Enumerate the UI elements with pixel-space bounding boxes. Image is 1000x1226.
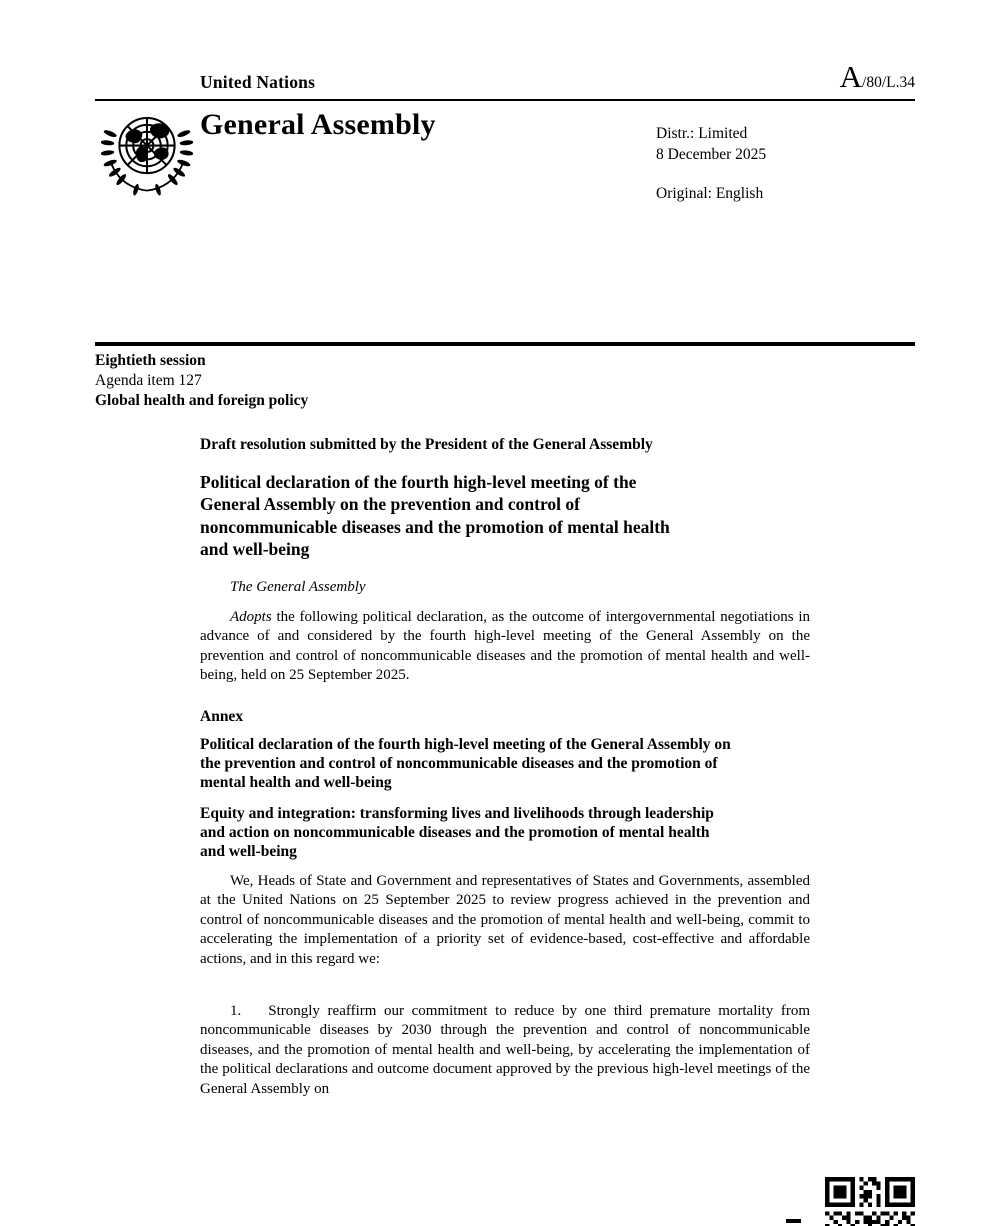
session-rule-thick	[95, 342, 915, 346]
salutation: The General Assembly	[230, 579, 366, 595]
resolution-title	[200, 471, 810, 561]
paragraph-preamble: We, Heads of State and Government and representatives of States and Governments, assembled at the United Nations on 25 September 2025 to review progress achieved in the prevention and control of noncommunicable diseases and the promotion of mental health and well-being, commit to accelerating the implementation of a priority set of evidence-based, cost-effective and affordable actions, and in this regard we:	[200, 873, 810, 967]
distribution-block	[656, 123, 766, 204]
distr-line: Distr.: Limited	[656, 125, 748, 142]
submitted-by-heading: Draft resolution submitted by the President of the General Assembly	[200, 436, 653, 453]
footer-mark	[786, 1219, 801, 1223]
resolution-title-line: and well-being	[200, 539, 310, 560]
resolution-title-line: Political declaration of the fourth high-level meeting of the	[200, 472, 637, 492]
paragraph-adopts	[200, 608, 810, 686]
agenda-item: Agenda item 127	[95, 372, 202, 389]
annex-subtitle-line: Equity and integration: transforming lives and livelihoods through leadership	[200, 805, 714, 822]
adopts-lead-word: Adopts	[230, 609, 272, 625]
doc-symbol	[840, 60, 915, 94]
annex-title-line: the prevention and control of noncommunicable diseases and the promotion of	[200, 755, 718, 772]
date-line: 8 December 2025	[656, 146, 767, 163]
resolution-title-line: noncommunicable diseases and the promotion of mental health	[200, 516, 670, 537]
org-name: United Nations	[200, 72, 316, 92]
organ-title: General Assembly	[200, 108, 436, 141]
header-rule-thin	[95, 99, 915, 101]
annex-subtitle-line: and well-being	[200, 843, 297, 860]
annex-title-line: mental health and well-being	[200, 774, 392, 791]
annex-subtitle	[200, 804, 810, 861]
session-number: Eightieth session	[95, 352, 206, 369]
adopts-text: the following political declaration, as the outcome of intergovernmental negotiations in advance of and considered by the fourth high-level meeting of the General Assembly on the prevention and control of noncommunicable diseases and the promotion of mental health and well-being, held on 25 September 2025.	[200, 609, 810, 684]
doc-symbol-rest: /80/L.34	[862, 74, 915, 91]
annex-title	[200, 735, 810, 792]
resolution-title-line: General Assembly on the prevention and control of	[200, 494, 580, 515]
qr-code	[825, 1177, 915, 1226]
annex-label: Annex	[200, 708, 244, 725]
paragraph-1-number: 1.	[230, 1003, 242, 1019]
paragraph-1-text: Strongly reaffirm our commitment to reduce by one third premature mortality from noncommunicable diseases by 2030 through the prevention and control of noncommunicable diseases, and the promotion of mental health and well-being, by accelerating the implementation of the political declarations and outcome document approved by the previous high-level meetings of the General Assembly on	[200, 1003, 810, 1097]
annex-title-line: Political declaration of the fourth high-level meeting of the General Assembly on	[200, 736, 731, 753]
doc-symbol-large: A	[839, 59, 863, 94]
annex-subtitle-line: and action on noncommunicable diseases and the promotion of mental health	[200, 824, 710, 841]
agenda-title: Global health and foreign policy	[95, 392, 309, 409]
paragraph-1	[200, 1002, 810, 1099]
session-block	[95, 351, 308, 411]
un-emblem-icon	[101, 106, 193, 198]
language-line: Original: English	[656, 185, 764, 202]
